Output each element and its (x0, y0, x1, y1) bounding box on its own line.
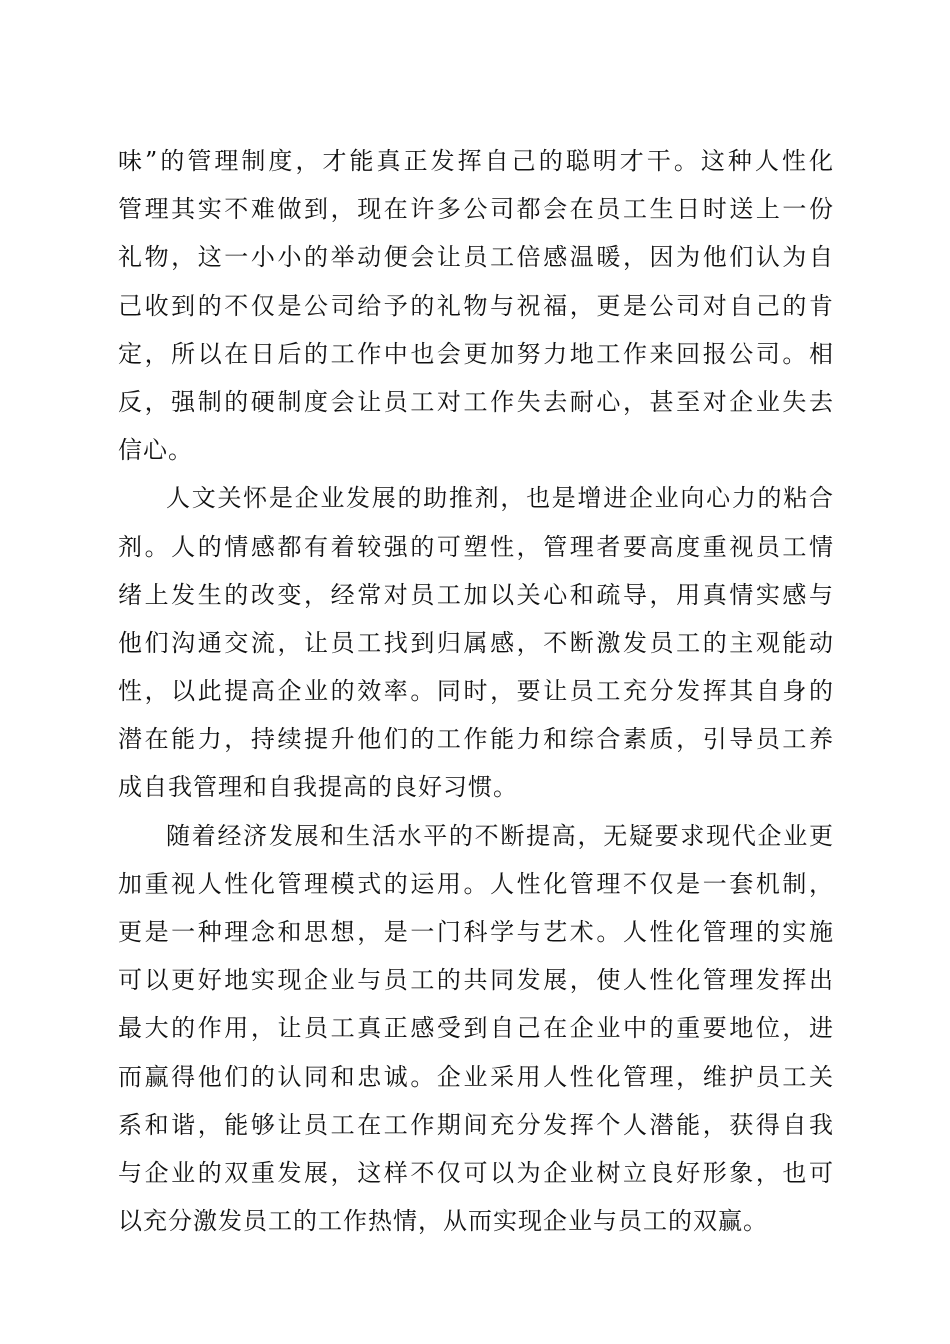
text-line: 系和谐，能够让员工在工作期间充分发挥个人潜能，获得自我 (118, 1110, 834, 1139)
text-line: 随着经济发展和生活水平的不断提高，无疑要求现代企业更 (166, 821, 834, 850)
text-line: 而赢得他们的认同和忠诚。企业采用人性化管理，维护员工关 (118, 1062, 834, 1091)
text-line: 味”的管理制度，才能真正发挥自己的聪明才干。这种人性化 (118, 147, 834, 175)
document-page (118, 137, 834, 1245)
text-line: 信心。 (118, 436, 193, 465)
text-line: 人文关怀是企业发展的助推剂，也是增进企业向心力的粘合 (166, 484, 834, 513)
paragraph-1 (118, 137, 834, 474)
paragraph-2 (118, 474, 834, 811)
text-line: 潜在能力，持续提升他们的工作能力和综合素质，引导员工养 (118, 725, 834, 754)
text-line: 加重视人性化管理模式的运用。人性化管理不仅是一套机制， (118, 869, 834, 898)
text-line: 他们沟通交流，让员工找到归属感，不断激发员工的主观能动 (118, 628, 834, 657)
text-line: 与企业的双重发展，这样不仅可以为企业树立良好形象，也可 (118, 1158, 834, 1187)
text-line: 最大的作用，让员工真正感受到自己在企业中的重要地位，进 (118, 1014, 834, 1043)
text-line: 可以更好地实现企业与员工的共同发展，使人性化管理发挥出 (118, 966, 834, 995)
text-line: 定，所以在日后的工作中也会更加努力地工作来回报公司。相 (118, 339, 834, 368)
text-line: 成自我管理和自我提高的良好习惯。 (118, 773, 518, 802)
text-line: 反，强制的硬制度会让员工对工作失去耐心，甚至对企业失去 (118, 387, 834, 416)
text-line: 己收到的不仅是公司给予的礼物与祝福，更是公司对自己的肯 (118, 291, 834, 320)
paragraph-3 (118, 812, 834, 1246)
text-line: 以充分激发员工的工作热情，从而实现企业与员工的双赢。 (118, 1207, 768, 1236)
text-line: 礼物，这一小小的举动便会让员工倍感温暖，因为他们认为自 (118, 243, 834, 272)
text-line: 管理其实不难做到，现在许多公司都会在员工生日时送上一份 (118, 195, 834, 224)
text-line: 性，以此提高企业的效率。同时，要让员工充分发挥其自身的 (118, 677, 834, 706)
text-line: 更是一种理念和思想，是一门科学与艺术。人性化管理的实施 (118, 918, 834, 946)
text-line: 剂。人的情感都有着较强的可塑性，管理者要高度重视员工情 (118, 532, 834, 561)
text-line: 绪上发生的改变，经常对员工加以关心和疏导，用真情实感与 (118, 580, 834, 609)
